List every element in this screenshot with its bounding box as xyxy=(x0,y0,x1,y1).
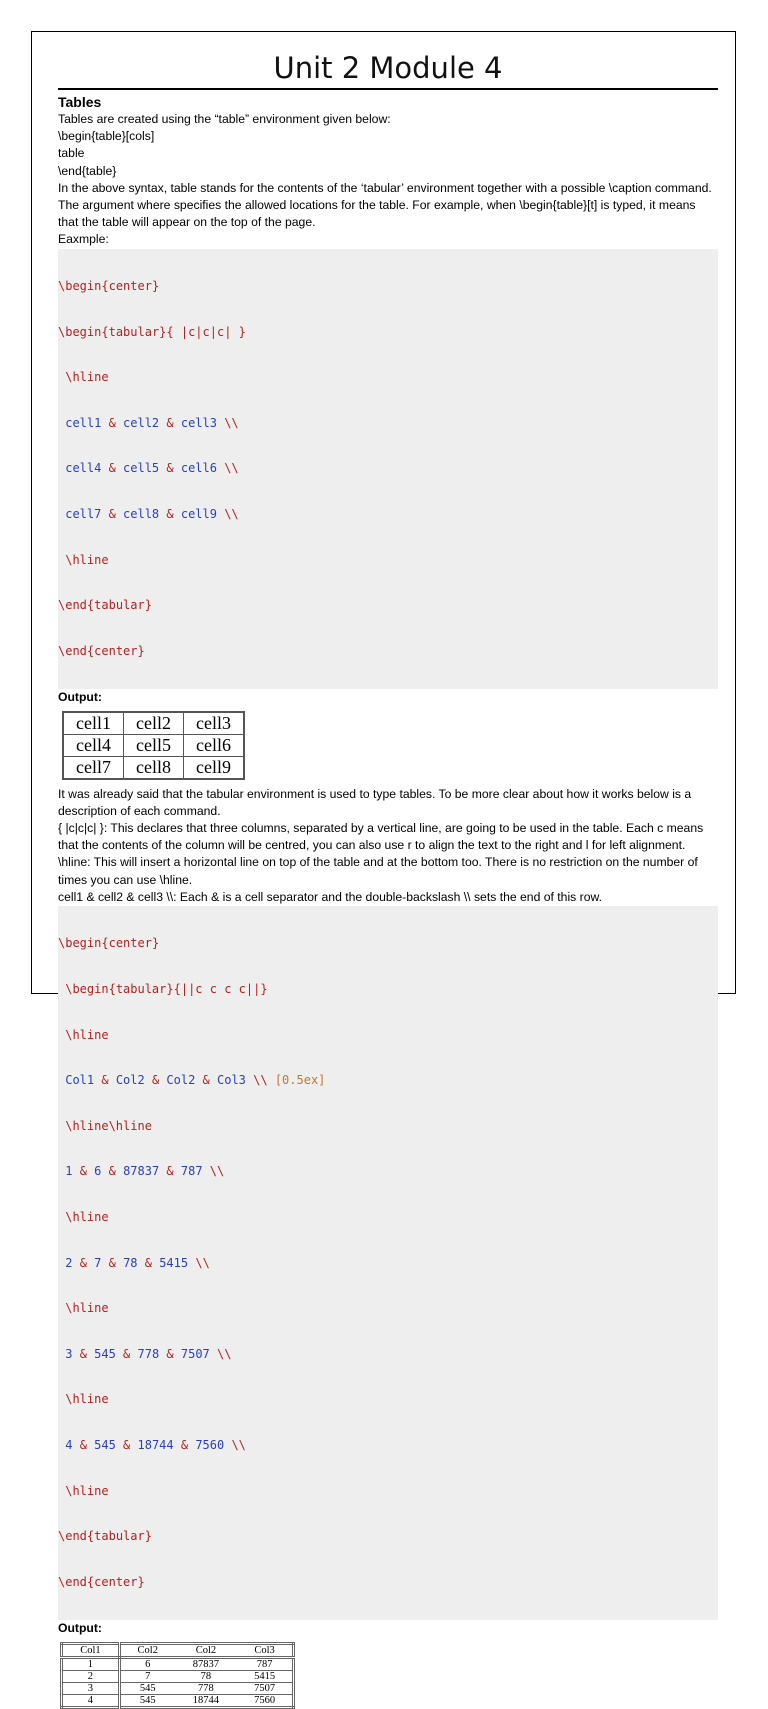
code-line: \end{tabular} xyxy=(58,1529,152,1544)
table-cell: cell4 xyxy=(63,734,123,756)
explain-hline: \hline: This will insert a horizontal line on top of the table and at the bottom too. There is no restriction on the number of times you can use \hline. xyxy=(58,855,698,887)
table-header: Col3 xyxy=(237,1643,293,1657)
code-line: \hline xyxy=(58,1392,109,1407)
code-block-1 xyxy=(58,249,718,690)
code-line: \begin{tabular}{ |c|c|c| } xyxy=(58,324,246,339)
table-cell: cell2 xyxy=(123,712,183,735)
table-cell: cell6 xyxy=(183,734,243,756)
table-cell: 78 xyxy=(175,1670,237,1682)
table-cell: 18744 xyxy=(175,1694,237,1707)
table-row xyxy=(62,1694,294,1707)
code-line: \hline xyxy=(58,1027,109,1042)
syntax-line-2: table xyxy=(58,146,85,161)
code-line: \begin{center} xyxy=(58,936,160,951)
code-line: cell7 & cell8 & cell9 \\ xyxy=(58,507,239,521)
table-cell: cell3 xyxy=(183,712,243,735)
code-line: \hline xyxy=(58,1209,109,1224)
table-cell: 7560 xyxy=(237,1694,293,1707)
explain-cells: cell1 & cell2 & cell3 \\: Each & is a cell separator and the double-backslash \\ sets the end of this row. xyxy=(58,889,602,904)
code-line: 4 & 545 & 18744 & 7560 \\ xyxy=(58,1437,246,1452)
table-row xyxy=(63,734,244,756)
table-cell: 7507 xyxy=(237,1682,293,1694)
table-row xyxy=(62,1682,294,1694)
table-row xyxy=(62,1670,294,1682)
page-title: Unit 2 Module 4 xyxy=(273,51,503,85)
output-label-1: Output: xyxy=(58,690,102,705)
syntax-line-1: \begin{table}[cols] xyxy=(58,129,155,144)
table-row xyxy=(63,756,244,779)
code-line: \hline\hline xyxy=(58,1118,152,1133)
code-line: \begin{center} xyxy=(58,279,160,294)
table-cell: 1 xyxy=(62,1657,120,1670)
code-line: cell1 & cell2 & cell3 \\ xyxy=(58,415,239,430)
code-line: cell4 & cell5 & cell6 \\ xyxy=(58,461,239,476)
table-cell: 545 xyxy=(119,1694,174,1707)
table-cell: 2 xyxy=(62,1670,120,1682)
table-cell: cell7 xyxy=(63,756,123,779)
table-cell: cell5 xyxy=(123,734,183,756)
table-header: Col2 xyxy=(119,1643,174,1657)
table-header-row xyxy=(62,1643,294,1657)
code-line: \hline xyxy=(58,1301,109,1316)
table-cell: 7 xyxy=(119,1670,174,1682)
section-heading: Tables xyxy=(58,94,102,110)
output-table-2 xyxy=(60,1642,295,1709)
code-line: \end{tabular} xyxy=(58,598,152,613)
code-line: Col1 & Col2 & Col2 & Col3 \\ [0.5ex] xyxy=(58,1073,326,1088)
table-cell: 545 xyxy=(119,1682,174,1694)
syntax-explanation: In the above syntax, table stands for the contents of the ‘tabular’ environment together with a possible \caption command. The argument where specifies the allowed locations for the table. For example, when \begin{table}[t] is typed, it means that the table will appear on the top of the page. xyxy=(58,180,712,230)
code-block-2 xyxy=(58,906,718,1620)
table-cell: 5415 xyxy=(237,1670,293,1682)
table-row xyxy=(62,1657,294,1670)
title-rule xyxy=(58,88,718,90)
table-cell: 87837 xyxy=(175,1657,237,1670)
code-line: \end{center} xyxy=(58,643,145,658)
table-cell: 787 xyxy=(237,1657,293,1670)
code-line: \hline xyxy=(58,552,109,567)
output-table-1 xyxy=(62,711,245,780)
explain-intro: It was already said that the tabular environment is used to type tables. To be more clear about how it works below is a description of each command. xyxy=(58,786,692,818)
code-line: \begin{tabular}{||c c c c||} xyxy=(58,982,268,996)
table-header: Col2 xyxy=(175,1643,237,1657)
code-line: 2 & 7 & 78 & 5415 \\ xyxy=(58,1255,210,1270)
code-line: \hline xyxy=(58,370,109,385)
table-cell: 4 xyxy=(62,1694,120,1707)
table-cell: 778 xyxy=(175,1682,237,1694)
syntax-line-3: \end{table} xyxy=(58,163,117,178)
intro-text: Tables are created using the “table” environment given below: xyxy=(58,112,391,126)
table-cell: cell1 xyxy=(63,712,123,735)
table-cell: cell9 xyxy=(183,756,243,779)
table-row xyxy=(63,712,244,735)
code-line: 1 & 6 & 87837 & 787 \\ xyxy=(58,1164,225,1179)
output-label-2: Output: xyxy=(58,1621,102,1636)
table-cell: cell8 xyxy=(123,756,183,779)
table-cell: 3 xyxy=(62,1682,120,1694)
code-line: \end{center} xyxy=(58,1574,145,1589)
code-line: 3 & 545 & 778 & 7507 \\ xyxy=(58,1346,232,1361)
document-content xyxy=(58,48,718,1709)
explain-cols: { |c|c|c| }: This declares that three columns, separated by a vertical line, are going to be used in the table. Each c means that the contents of the column will be centred, you can also use r to align the text to the right and l for left alignment. xyxy=(58,820,704,853)
code-line: \hline xyxy=(58,1483,109,1498)
example-label: Eaxmple: xyxy=(58,232,109,247)
table-cell: 6 xyxy=(119,1657,174,1670)
table-header: Col1 xyxy=(62,1643,120,1657)
